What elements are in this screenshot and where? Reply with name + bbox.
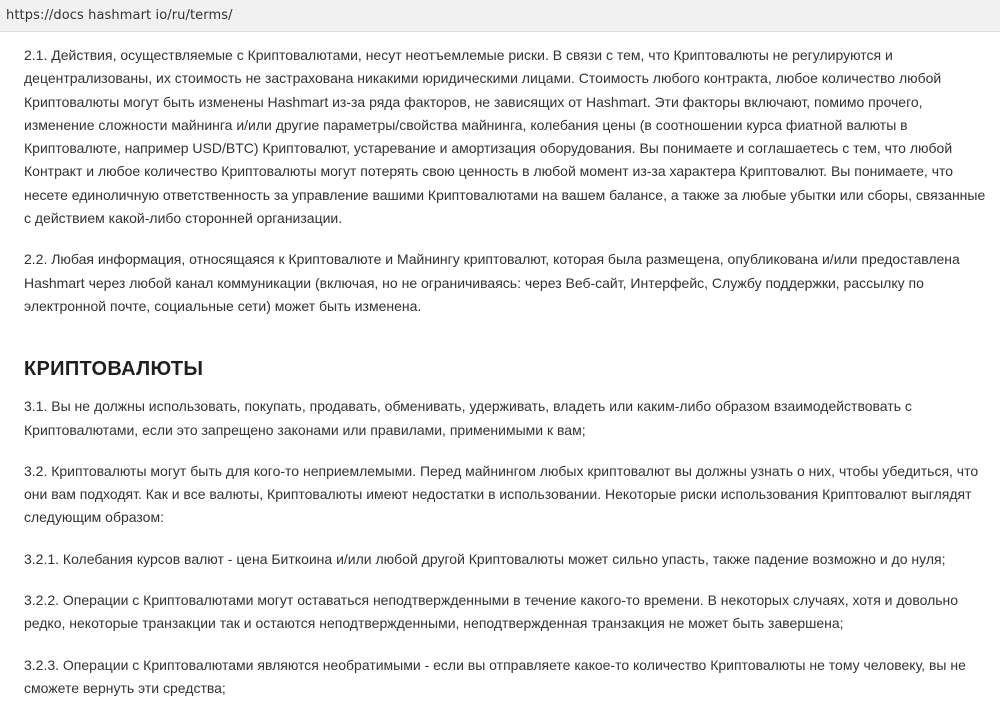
- url-text[interactable]: https://docs hashmart io/ru/terms/: [6, 8, 233, 23]
- clause-3-2: 3.2. Криптовалюты могут быть для кого-то неприемлемыми. Перед майнингом любых криптовалют вы должны узнать о них, чтобы убедиться, что они вам подходят. Как и все валюты, Криптовалюты имеют недостатки в использовании. Некоторые риски использования Криптовалют выглядят следующим образом:: [24, 462, 979, 526]
- section-heading-cryptocurrencies: КРИПТОВАЛЮТЫ: [24, 358, 204, 381]
- clause-3-1: 3.1. Вы не должны использовать, покупать, продавать, обменивать, удерживать, владеть или каким-либо образом взаимодействовать с Криптовалютами, если это запрещено законами или правилами, применимыми к вам;: [24, 398, 912, 438]
- clause-2-1: 2.1. Действия, осуществляемые с Криптовалютами, несут неотъемлемые риски. В связи с тем, что Криптовалюты не регулируются и децентрализованы, их стоимость не застрахована никакими юридическими лицами. Стоимость любого контракта, любое количество любой Криптовалюты могут быть изменены Hashmart из-за ряда факторов, не зависящих от Hashmart. Эти факторы включают, помимо прочего, изменение сложности майнинга и/или другие параметры/свойства майнинга, колебания цены (в соотношении курса фиатной валюты в Криптовалюте, например USD/BTC) Криптовалют, устаревание и амортизация оборудования. Вы понимаете и соглашаетесь с тем, что любой Контракт и любое количество Криптовалюты могут потерять свою ценность в любой момент из-за характера Криптовалют. Вы понимаете, что несете единоличную ответственность за управление вашими Криптовалютами на вашем балансе, а также за любые убытки или сборы, связанные с действием какой-либо сторонней организации.: [24, 47, 986, 227]
- clause-3-2-3: 3.2.3. Операции с Криптовалютами являются необратимыми - если вы отправляете какое-то количество Криптовалюты не тому человеку, вы не сможете вернуть эти средства;: [24, 656, 966, 696]
- clause-2-2: 2.2. Любая информация, относящаяся к Криптовалюте и Майнингу криптовалют, которая была размещена, опубликована и/или предоставлена Hashmart через любой канал коммуникации (включая, но не ограничиваясь: через Веб-сайт, Интерфейс, Службу поддержки, рассылку по электронной почте, социальные сети) может быть изменена.: [24, 251, 960, 314]
- terms-content: [24, 44, 994, 718]
- address-bar[interactable]: [0, 0, 1000, 32]
- clause-3-2-1: 3.2.1. Колебания курсов валют - цена Биткоина и/или любой другой Криптовалюты может сильно упасть, также падение возможно и до нуля;: [24, 550, 946, 567]
- clause-3-2-2: 3.2.2. Операции с Криптовалютами могут оставаться неподтвержденными в течение какого-то времени. В некоторых случаях, хотя и довольно редко, некоторые транзакции так и остаются неподтвержденными, неподтвержденная транзакция не может быть завершена;: [24, 592, 959, 632]
